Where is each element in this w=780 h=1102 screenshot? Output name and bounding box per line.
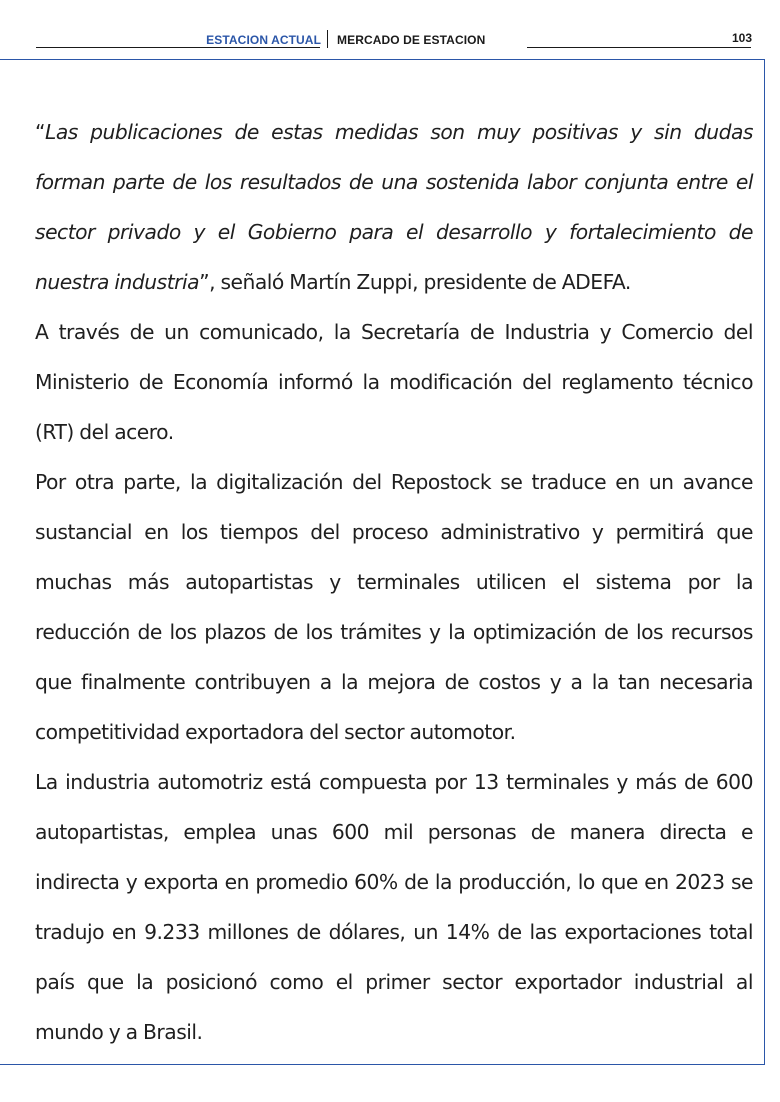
paragraph-4: La industria automotriz está compuesta por 13 terminales y más de 600 autopartistas, emplea unas 600 mil personas de manera directa e indirecta y exporta en promedio 60% de la producción, lo que en 2023 se tradujo en 9.233 millones de dólares, un 14% de las exportaciones total país que la posicionó como el primer sector exportador industrial al mundo y a Brasil. (35, 770, 753, 1044)
article-body (35, 107, 753, 1057)
paragraph-3: Por otra parte, la digitalización del Repostock se traduce en un avance sustancial en los tiempos del proceso administrativo y permitirá que muchas más autopartistas y terminales utilicen el sistema por la reducción de los plazos de los trámites y la optimización de los recursos que finalmente contribuyen a la mejora de costos y a la tan necesaria competitividad exportadora del sector automotor. (35, 470, 753, 744)
header-rule-right (527, 47, 751, 48)
header-divider (327, 30, 328, 48)
quote-text: Las publicaciones de estas medidas son muy positivas y sin dudas forman parte de los resultados de una sostenida labor conjunta entre el sector privado y el Gobierno para el desarrollo y fortalecimiento de nuestra industria (35, 120, 753, 294)
page-number: 103 (731, 31, 752, 45)
quote-attribution: ”, señaló Martín Zuppi, presidente de ADEFA. (199, 270, 631, 294)
paragraph-2: A través de un comunicado, la Secretaría de Industria y Comercio del Ministerio de Economía informó la modificación del reglamento técnico (RT) del acero. (35, 320, 753, 444)
section-label: ESTACION ACTUAL (206, 33, 321, 47)
subsection-label: MERCADO DE ESTACION (337, 33, 486, 47)
paragraph-quote (35, 107, 753, 307)
page-header (0, 0, 780, 60)
header-rule-left (36, 47, 320, 48)
quote-open-mark: “ (35, 120, 46, 144)
